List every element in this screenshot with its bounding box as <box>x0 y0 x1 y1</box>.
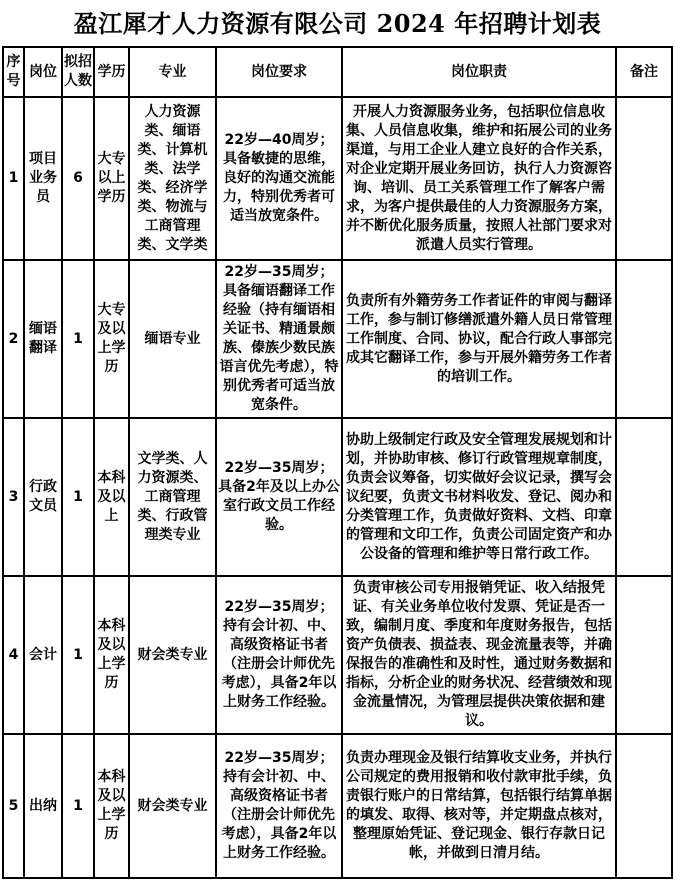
cell-duties: 负责办理现金及银行结算收支业务，并执行公司规定的费用报销和收付款审批手续，负责银行账户的日常结算，包括银行结算单据的填发、取得、核对等，并定期盘点核对，整理原始凭证、登记现金、银行存款日记帐，并做到日清月结。 <box>342 734 616 878</box>
cell-duties: 开展人力资源服务业务，包括职位信息收集、人员信息收集，维护和拓展公司的业务渠道，与用工企业人建立良好的合作关系，对企业定期开展业务回访，执行人力资源咨询、培训、员工关系管理工作了解客户需求，为客户提供最佳的人力资源服务方案，并不断优化服务质量，按照人社部门要求对派遣人员实行管理。 <box>342 97 616 260</box>
table-row <box>3 260 672 418</box>
cell-requirements: 22岁—35周岁；具备缅语翻译工作经验（持有缅语相关证书、精通景颇族、傣族少数民族语言优先考虑），特别优秀者可适当放宽条件。 <box>216 260 342 418</box>
cell-headcount: 1 <box>62 418 94 576</box>
cell-duties: 负责所有外籍劳务工作者证件的审阅与翻译工作，参与制订修缮派遣外籍人员日常管理工作制度、合同、协议，配合行政人事部完成其它翻译工作，参与开展外籍劳务工作者的培训工作。 <box>342 260 616 418</box>
header-major: 专业 <box>129 47 216 97</box>
header-requirements: 岗位要求 <box>216 47 342 97</box>
header-row <box>3 47 672 97</box>
cell-note <box>616 734 672 878</box>
cell-serial-no: 1 <box>3 97 24 260</box>
cell-position: 行政文员 <box>24 418 62 576</box>
table-row <box>3 97 672 260</box>
header-note: 备注 <box>616 47 672 97</box>
cell-education: 大专以上学历 <box>94 97 129 260</box>
table-row <box>3 734 672 878</box>
header-position: 岗位 <box>24 47 62 97</box>
header-education: 学历 <box>94 47 129 97</box>
cell-position: 缅语翻译 <box>24 260 62 418</box>
cell-headcount: 1 <box>62 260 94 418</box>
cell-major: 财会类专业 <box>129 576 216 734</box>
cell-serial-no: 4 <box>3 576 24 734</box>
cell-duties: 负责审核公司专用报销凭证、收入结报凭证、有关业务单位收付发票、凭证是否一致，编制月度、季度和年度财务报告，包括资产负债表、损益表、现金流量表等，并确保报告的准确性和及时性，通过财务数据和指标，分析企业的财务状况、经营绩效和现金流量情况，为管理层提供决策依据和建议。 <box>342 576 616 734</box>
cell-major: 文学类、人力资源类、工商管理类、行政管理类专业 <box>129 418 216 576</box>
table-row <box>3 576 672 734</box>
cell-serial-no: 2 <box>3 260 24 418</box>
cell-headcount: 6 <box>62 97 94 260</box>
cell-education: 本科及以上学历 <box>94 734 129 878</box>
cell-requirements: 22岁—35周岁；持有会计初、中、高级资格证书者（注册会计师优先考虑），具备2年以上财务工作经验。 <box>216 734 342 878</box>
cell-education: 本科及以上学历 <box>94 576 129 734</box>
cell-education: 大专及以上学历 <box>94 260 129 418</box>
cell-requirements: 22岁—35周岁；持有会计初、中、高级资格证书者（注册会计师优先考虑），具备2年以上财务工作经验。 <box>216 576 342 734</box>
cell-serial-no: 3 <box>3 418 24 576</box>
cell-duties: 协助上级制定行政及安全管理发展规划和计划，并协助审核、修订行政管理规章制度，负责会议筹备，切实做好会议记录，撰写会议纪要，负责文书材料收发、登记、阅办和分类管理工作，负责做好资料、文档、印章的管理和文印工作，负责公司固定资产和办公设备的管理和维护等日常行政工作。 <box>342 418 616 576</box>
cell-position: 项目业务员 <box>24 97 62 260</box>
cell-major: 人力资源类、缅语类、计算机类、法学类、经济学类、物流与工商管理类、文学类 <box>129 97 216 260</box>
cell-headcount: 1 <box>62 734 94 878</box>
cell-requirements: 22岁—40周岁；具备敏捷的思维，良好的沟通交流能力，特别优秀者可适当放宽条件。 <box>216 97 342 260</box>
cell-serial-no: 5 <box>3 734 24 878</box>
cell-major: 缅语专业 <box>129 260 216 418</box>
table-row <box>3 418 672 576</box>
cell-note <box>616 97 672 260</box>
cell-requirements: 22岁—35周岁；具备2年及以上办公室行政文员工作经验。 <box>216 418 342 576</box>
cell-note <box>616 576 672 734</box>
cell-education: 本科及以上 <box>94 418 129 576</box>
header-headcount: 拟招人数 <box>62 47 94 97</box>
cell-position: 出纳 <box>24 734 62 878</box>
cell-note <box>616 418 672 576</box>
cell-position: 会计 <box>24 576 62 734</box>
header-serial-no: 序号 <box>3 47 24 97</box>
cell-note <box>616 260 672 418</box>
page-title: 盈江犀才人力资源有限公司 2024 年招聘计划表 <box>73 9 602 38</box>
cell-major: 财会类专业 <box>129 734 216 878</box>
header-duties: 岗位职责 <box>342 47 616 97</box>
recruitment-plan-table <box>2 46 673 879</box>
cell-headcount: 1 <box>62 576 94 734</box>
